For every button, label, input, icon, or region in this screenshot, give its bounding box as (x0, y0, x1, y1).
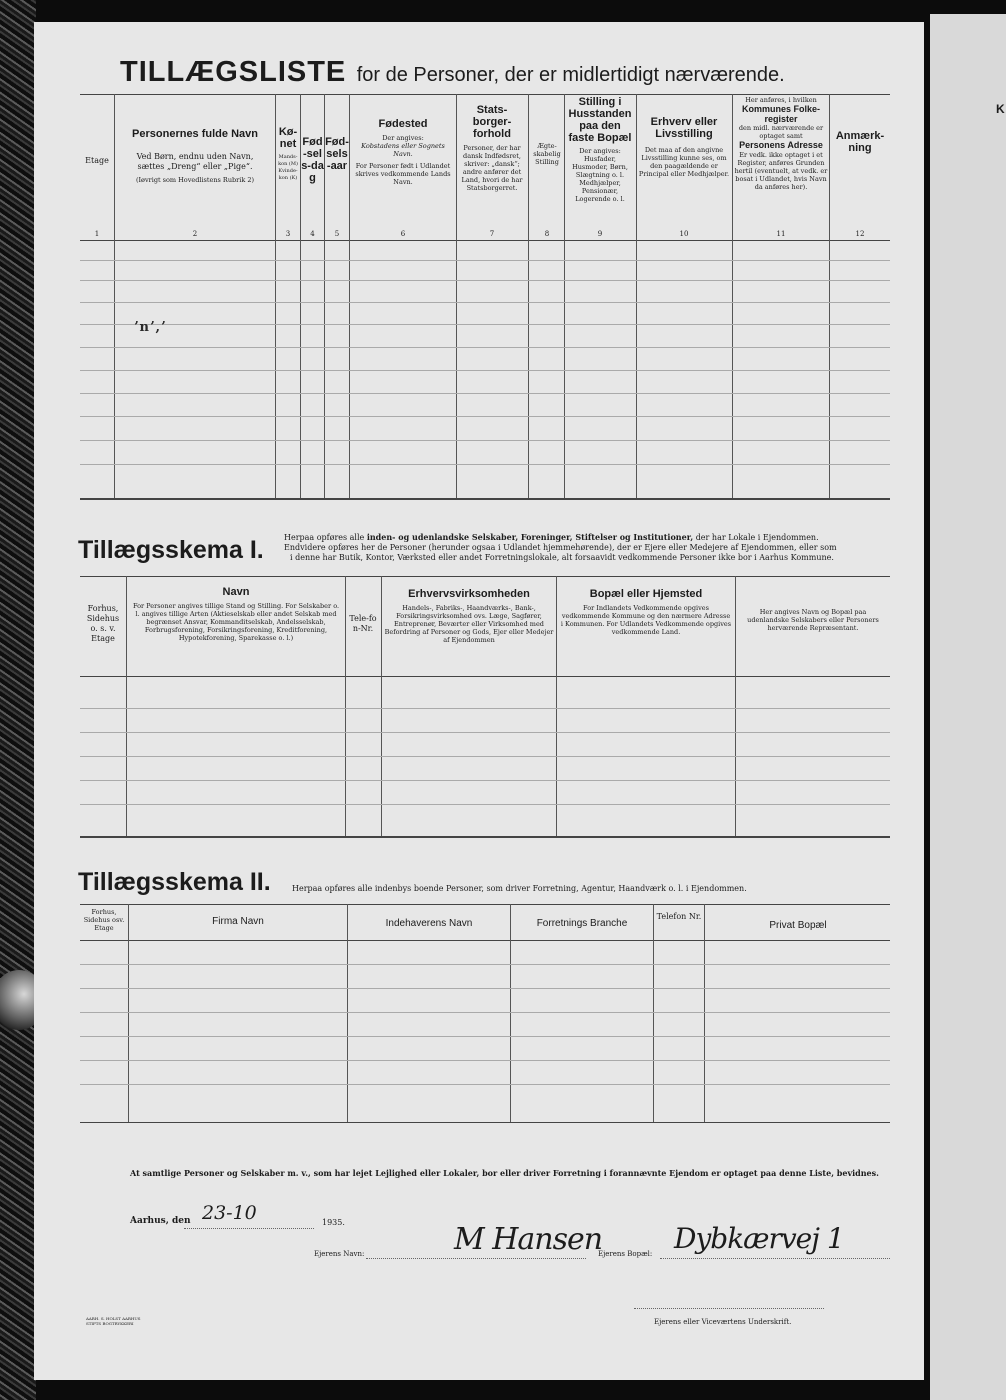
facing-page-letter: K (996, 102, 1005, 116)
signature-label: Ejerens eller Viceværtens Underskrift. (654, 1318, 792, 1326)
col-remarks-header: Anmærk-ning (835, 130, 885, 154)
owner-address-signature: Dybkærvej 1 (674, 1222, 844, 1255)
skema1-col-name (130, 586, 342, 642)
col-name-sub3: (Iøvrigt som Hovedlistens Rubrik 2) (135, 176, 255, 184)
col-citizenship-title: Stats-borger-forhold (472, 104, 512, 140)
title-rest: for de Personer, der er midlertidigt nærværende. (356, 64, 785, 86)
form-page (34, 22, 924, 1380)
col-household-title: Stilling i Husstanden paa den faste Bopæl (568, 96, 632, 144)
skema2-col-floor: Forhus, Sidehus osv. Etage (83, 908, 125, 932)
owner-name-signature: M Hansen (454, 1222, 603, 1257)
col-birthplace-sub3: For Personer født i Udlandet skrives vedkommende Lands Navn. (355, 162, 451, 186)
col-num-4: 4 (310, 230, 315, 238)
col-register-top: Her anføres, i hvilken (745, 96, 817, 104)
page-title (120, 56, 900, 89)
col-register-sub: Er vedk. ikke optaget i et Register, anføres Grunden hertil (eventuelt, at vedk. er bosat i Udlandet, hvis Navn da anføres her). (734, 151, 828, 191)
col-citizenship-sub: Personer, der har dansk Indfødsret, skriver: „dansk“; andre anfører det Land, hvori de har Statsborgerret. (461, 144, 523, 192)
col-num-8: 8 (544, 230, 550, 238)
skema2-col-private: Privat Bopæl (769, 920, 827, 931)
col-sex-title1: Kø- (278, 126, 298, 138)
owner-name-label: Ejerens Navn: (314, 1250, 365, 1258)
skema1-intro1c: der har Lokale i Ejendommen. (695, 533, 819, 542)
col-num-1: 1 (94, 230, 100, 238)
skema1-col-business-sub: Handels-, Fabriks-, Haandværks-, Bank-, Forsikringsvirksomhed ovs. Læge, Sagfører, Entreprenør, Beværter eller Virksomhed med Befordring af Personer og Gods, Ejer eller Medejer af Ejendommen (384, 604, 554, 644)
col-register-title1: Kommunes Folke-register (741, 104, 820, 124)
skema1-col-residence-sub: For Indlandets Vedkommende opgives vedkommende Kommune og den nærmere Adresse i Kommunen. For Udlandets Vedkommende opgives vedkommende Land. (560, 604, 732, 636)
date-handwritten: 23-10 (202, 1202, 257, 1224)
col-sex-title2: net (279, 138, 297, 150)
col-name-sub1: Ved Børn, endnu uden Navn, (136, 152, 254, 161)
col-birthday-header: Fød-sels-dag (301, 136, 324, 184)
entry-mark: ʼnʼ,ʼ (134, 320, 167, 335)
skema2-col-branch: Forretnings Branche (536, 918, 628, 929)
title-main: TILLÆGSLISTE (120, 56, 347, 88)
col-num-11: 11 (776, 230, 786, 238)
skema1-intro1a: Herpaa opføres alle (284, 533, 365, 542)
col-register-mid: den midl. nærværende er optaget samt (738, 124, 824, 140)
skema1-col-name-sub: For Personer angives tillige Stand og Stilling. For Selskaber o. l. angives tillige Arten (Aktieselskab eller andet Selskab med begrænset Ansvar, Kommanditselskab, Andelsselskab, Forbrugsforening, Forsikringsforening, Kreditforening, Hypotekforening, Sparekasse o. l.) (132, 602, 340, 642)
col-birthplace-sub1: Der angives: (382, 134, 424, 142)
declaration-text: At samtlige Personer og Selskaber m. v., som har lejet Lejlighed eller Lokaler, bor eller driver Forretning i forannævnte Ejendom er optaget paa denne Liste, bevidnes. (130, 1168, 879, 1178)
skema1-intro (284, 532, 894, 563)
year-label: 1935. (322, 1218, 345, 1227)
skema1-col-business (384, 588, 554, 644)
skema2-col-firm: Firma Navn (212, 916, 264, 927)
col-num-2: 2 (192, 230, 198, 238)
col-register-header (734, 96, 828, 191)
owner-address-label: Ejerens Bopæl: (598, 1250, 653, 1258)
col-name-title: Personernes fulde Navn (132, 128, 258, 140)
skema1-col-name-title: Navn (222, 586, 250, 598)
col-num-12: 12 (855, 230, 865, 238)
col-occupation-title: Erhverv eller Livsstilling (650, 116, 718, 140)
col-household-sub: Der angives: Husfader, Husmoder, Børn, Slægtning o. l. Medhjælper, Pensionær, Logerende o. l. (572, 147, 628, 203)
den-label: den (171, 1216, 191, 1226)
col-marital-header: Ægte-skabelig Stilling (533, 142, 561, 166)
col-num-3: 3 (285, 230, 291, 238)
skema1-col-business-title: Erhvervsvirksomheden (408, 588, 530, 600)
col-birthplace-title: Fødested (378, 118, 428, 130)
col-num-5: 5 (334, 230, 340, 238)
skema1-col-floor: Forhus, Sidehus o. s. v. Etage (86, 604, 120, 643)
skema1-intro3: i denne har Butik, Kontor, Værksted eller andet Forretningslokale, alt forsaavidt vedkommende Personer ikke bor i Aarhus Kommune. (290, 553, 834, 562)
col-register-title2: Personens Adresse (739, 140, 823, 150)
col-household-header (566, 96, 634, 203)
skema1-col-residence (560, 588, 732, 636)
col-sex-header (276, 126, 300, 182)
col-num-9: 9 (597, 230, 603, 238)
col-num-7: 7 (489, 230, 495, 238)
col-etage-header: Etage (85, 156, 109, 165)
col-occupation-header (638, 116, 730, 178)
col-sex-sub: Mands-kon (M) Kvinde-kon (K) (278, 154, 298, 181)
col-name-header (116, 128, 274, 184)
col-birthyear-header: Fød-sels-aar (325, 136, 349, 172)
skema2-title: Tillægsskema II. (78, 868, 271, 896)
skema2-intro: Herpaa opføres alle indenbys boende Personer, som driver Forretning, Agentur, Haandværk o. l. i Ejendommen. (292, 884, 747, 893)
city-label: Aarhus, (130, 1216, 169, 1226)
skema1-intro2: Endvidere opføres her de Personer (herunder ogsaa i Udlandet hjemmehørende), der er Ejere eller Medejere af Ejendommen, eller som (284, 543, 837, 552)
skema2-col-owner: Indehaverens Navn (385, 918, 473, 929)
col-birthplace-sub2: Kobstadens eller Sognets Navn. (361, 142, 445, 158)
skema1-title: Tillægsskema I. (78, 536, 264, 564)
col-name-sub2: sættes „Dreng“ eller „Pige“. (137, 162, 253, 171)
skema1-col-residence-title: Bopæl eller Hjemsted (589, 588, 703, 600)
facing-page (930, 14, 1006, 1400)
skema1-intro1b: inden- og udenlandske Selskaber, Foreninger, Stiftelser og Institutioner, (366, 532, 694, 542)
col-num-6: 6 (400, 230, 406, 238)
col-num-10: 10 (679, 230, 689, 238)
col-birthplace-header (352, 118, 454, 186)
col-occupation-sub: Det maa af den angivne Livsstilling kunne ses, om den paagældende er Principal eller Medhjælper. (638, 146, 730, 178)
binding-spine (0, 0, 36, 1400)
date-line (130, 1216, 191, 1226)
skema1-col-phone: Tele-fon-Nr. (349, 614, 377, 633)
col-citizenship-header (458, 104, 526, 192)
skema1-col-representative: Her angives Navn og Bopæl paa udenlandske Selskabers eller Personers herværende Repræsentant. (747, 608, 879, 632)
skema2-col-phone: Telefon Nr. (656, 912, 702, 921)
printer-imprint: AARH. S. HOLST AARHUS STIFTS BOGTRYKKERI (86, 1316, 141, 1326)
